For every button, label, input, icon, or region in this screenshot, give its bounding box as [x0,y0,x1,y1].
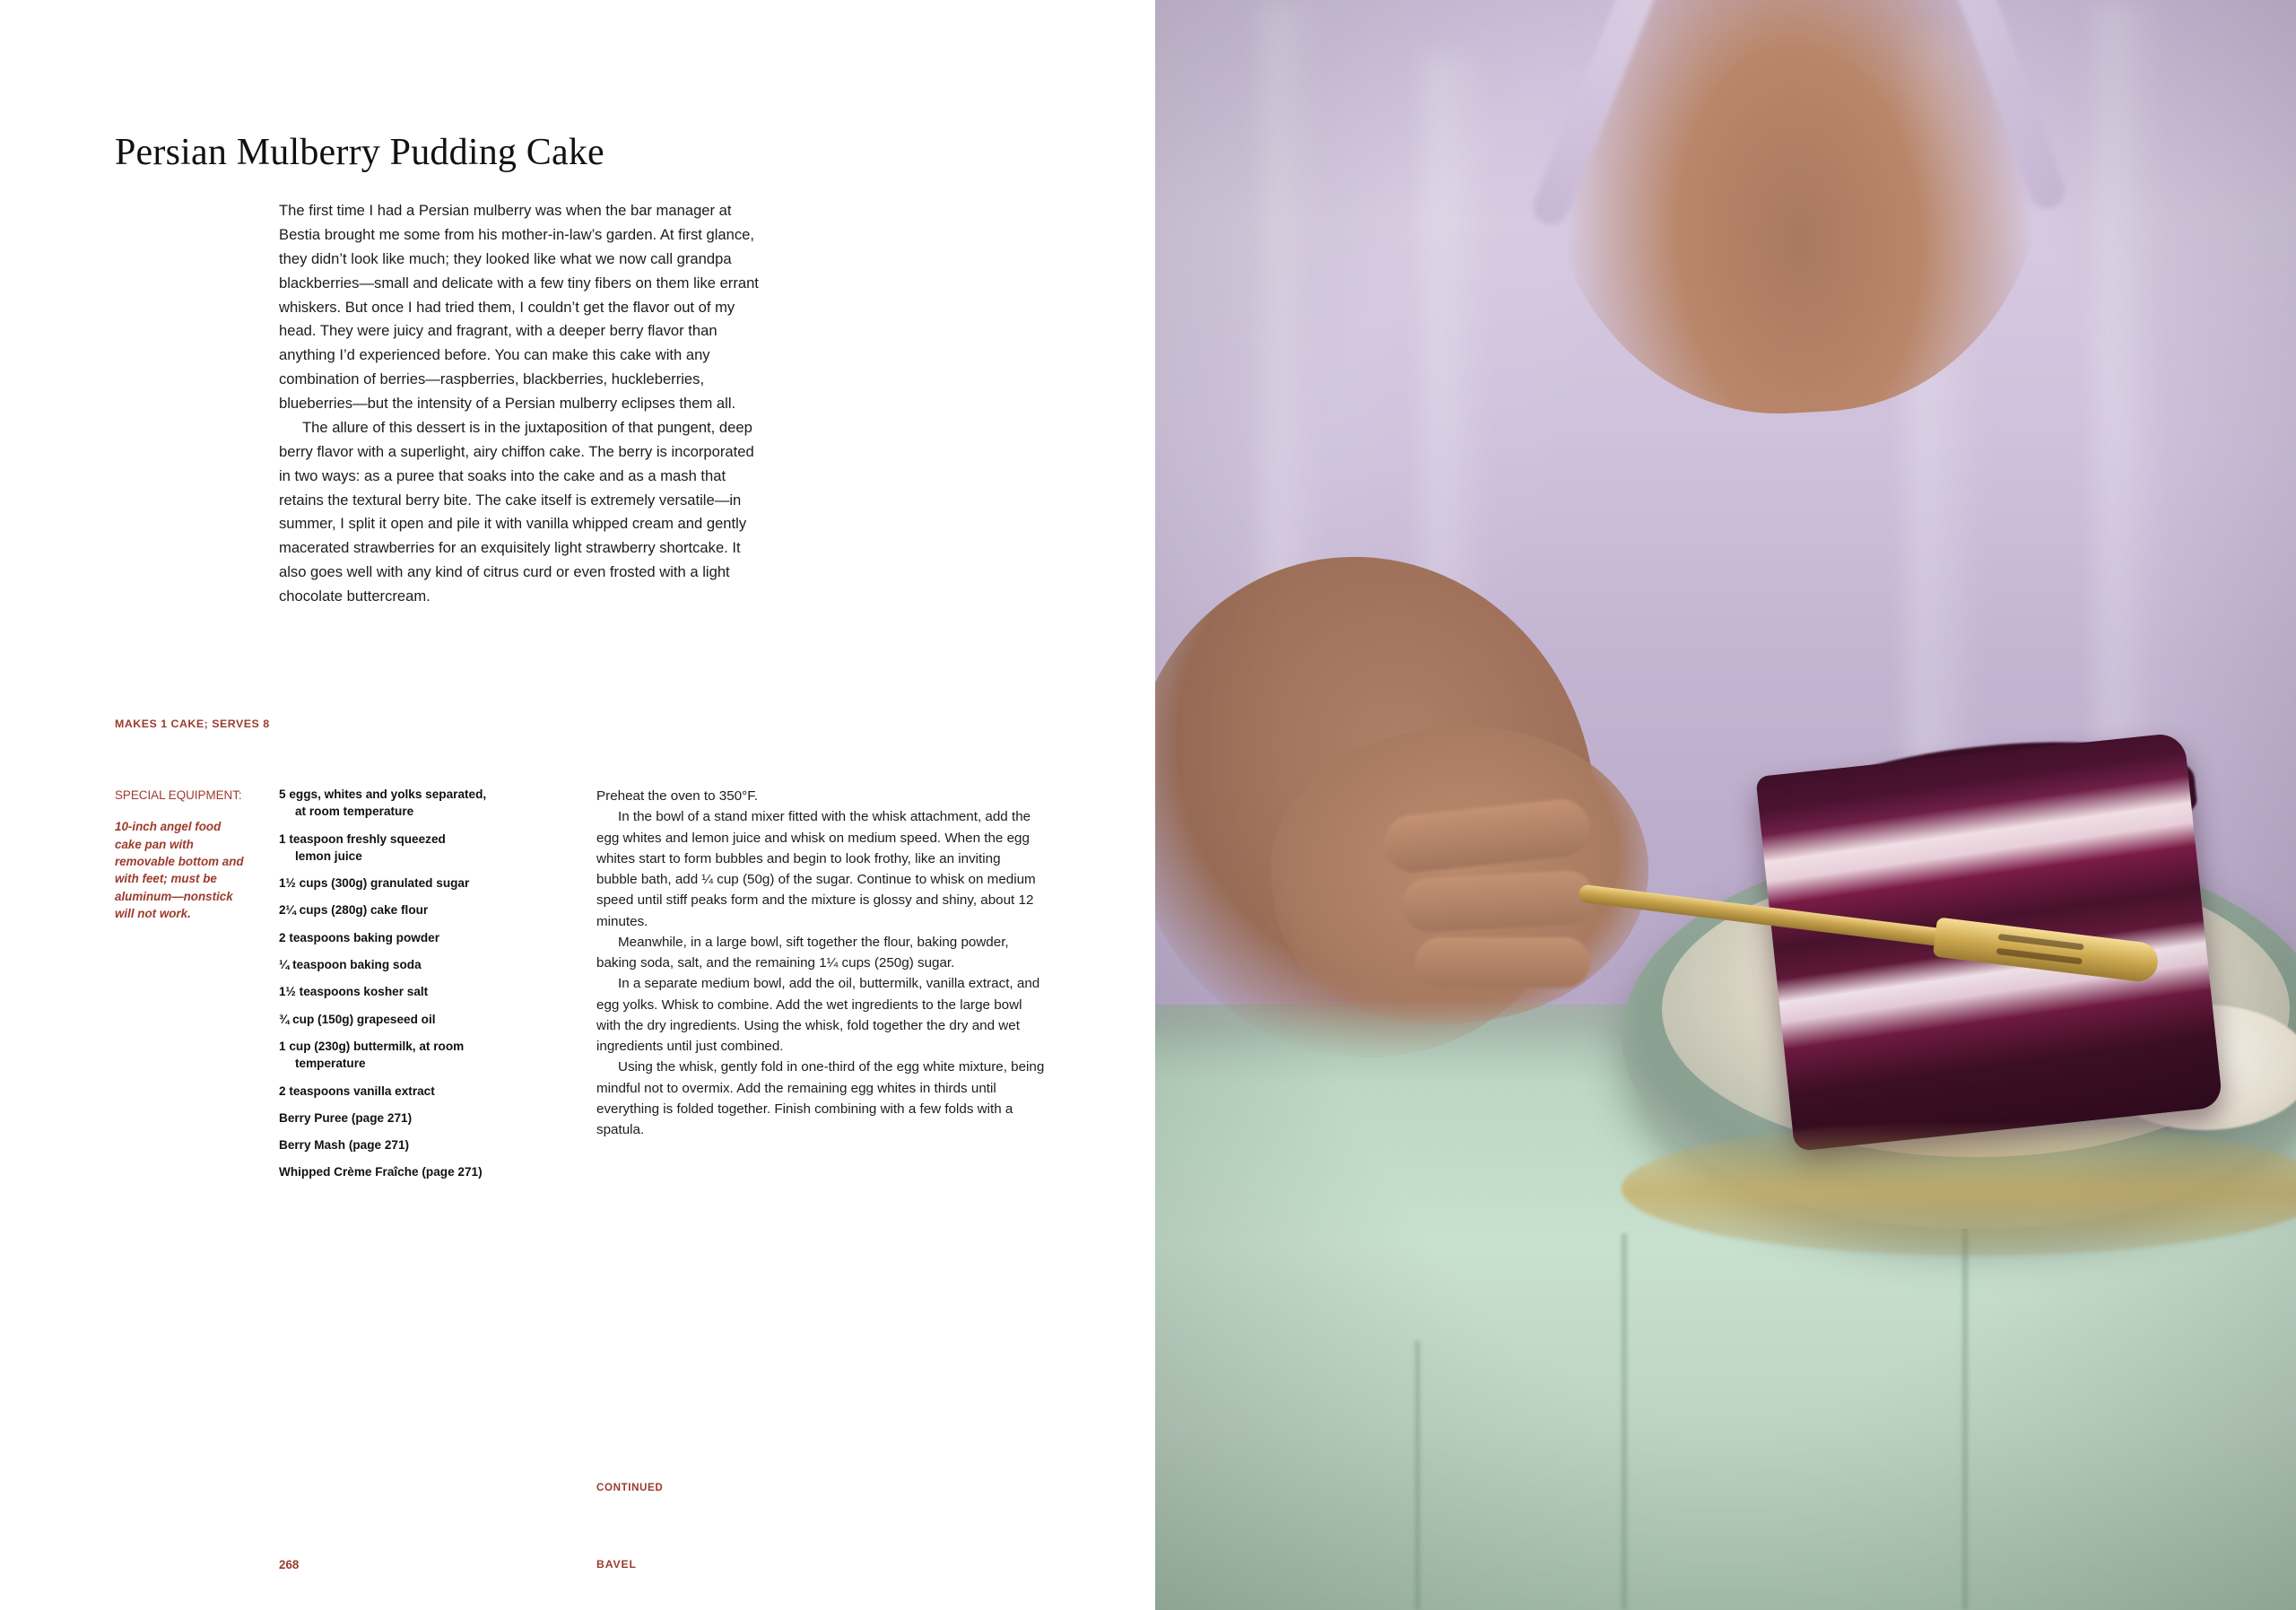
ingredient-text: 2¼ cups (280g) cake flour [279,903,429,918]
list-item [279,786,548,821]
ingredient-text: Berry Mash (page 271) [279,1138,410,1153]
list-item [279,1163,548,1180]
list-item [279,1136,548,1153]
method-paragraph: In a separate medium bowl, add the oil, buttermilk, vanilla extract, and egg yolks. Whisk to combine. Add the wet ingredients to the large bowl with the dry ingredients. Using the whisk, fold together the dry and wet ingredients until just combined. [596,976,1040,1054]
continued-label: CONTINUED [596,1482,664,1493]
folio-book-title: BAVEL [596,1558,637,1571]
special-equipment-block [115,788,249,923]
yield-line: MAKES 1 CAKE; SERVES 8 [115,718,270,730]
list-item [279,956,548,973]
recipe-photo-page [1155,0,2296,1610]
method-paragraph: Using the whisk, gently fold in one-third of the egg white mixture, being mindful not to overmix. Add the remaining egg whites in thirds until everything is folded together. Finish combining with a few folds with a spatula. [596,1059,1045,1137]
ingredient-text: 5 eggs, whites and yolks separated, [279,788,487,801]
method-paragraph: Meanwhile, in a large bowl, sift together the flour, baking powder, baking soda, salt, and the remaining 1¼ cups (250g) sugar. [596,934,1009,970]
list-item [279,983,548,1000]
list-item [279,901,548,918]
pant-seam [1415,1341,1420,1610]
ingredient-text: 1½ teaspoons kosher salt [279,985,429,999]
list-item [279,1110,548,1127]
headnote-paragraph: The first time I had a Persian mulberry was when the bar manager at Bestia brought me some from his mother-in-law’s garden. At first glance, they didn’t look like much; they looked like what we now call grandpa blackberries—small and delicate with a few tiny fibers on them like errant whiskers. But once I had tried them, I couldn’t get the flavor out of my head. They were juicy and fragrant, with a deeper berry flavor than anything I’d experienced before. You can make this cake with any combination of berries—raspberries, blackberries, huckleberries, blueberries—but the intensity of a Persian mulberry eclipses them all. [279,202,759,412]
special-equipment-label: SPECIAL EQUIPMENT: [115,788,242,802]
ingredient-text: 1 teaspoon freshly squeezed [279,831,446,846]
headnote [279,199,768,609]
ingredient-text-cont: lemon juice [295,849,362,863]
ingredient-text: Berry Puree (page 271) [279,1110,413,1125]
ingredient-text-cont: temperature [295,1057,366,1071]
list-item [279,831,548,866]
ingredient-text: 1½ cups (300g) granulated sugar [279,876,470,891]
page-title: Persian Mulberry Pudding Cake [115,132,604,174]
ingredient-text: Whipped Crème Fraîche (page 271) [279,1165,483,1179]
headnote-paragraph: The allure of this dessert is in the juxtaposition of that pungent, deep berry flavor with a superlight, airy chiffon cake. The berry is incorporated in two ways: as a puree that soaks into the cake and as a mash that retains the textural berry bite. The cake itself is extremely versatile—in summer, I split it open and pile it with vanilla whipped cream and gently macerated strawberries for an exquisitely light strawberry shortcake. It also goes well with any kind of citrus curd or even frosted with a light chocolate buttercream. [279,418,754,605]
method-paragraph: Preheat the oven to 350°F. [596,788,759,804]
food-photograph [1155,0,2296,1610]
pant-seam [1622,1233,1627,1610]
method-paragraph: In the bowl of a stand mixer fitted with the whisk attachment, add the egg whites and lemon juice and whisk on medium speed. When the egg whites start to form bubbles and begin to look frothy, like an inviting bubble bath, add ¼ cup (50g) of the sugar. Continue to whisk on medium speed until stiff peaks form and the mixture is glossy and shiny, about 12 minutes. [596,809,1036,929]
folio-page-number: 268 [279,1558,300,1571]
ingredient-text-cont: at room temperature [295,805,414,819]
list-item [279,1083,548,1100]
special-equipment-text: 10-inch angel food cake pan with removable bottom and with feet; must be aluminum—nonstick will not work. [115,820,244,921]
list-item [279,875,548,892]
pant-seam [1962,1197,1968,1610]
finger [1415,937,1590,988]
finger [1401,869,1596,933]
ingredient-text: 2 teaspoons baking powder [279,930,440,944]
ingredient-text: 2 teaspoons vanilla extract [279,1083,435,1098]
ingredient-text: ¼ teaspoon baking soda [279,958,422,972]
list-item [279,1011,548,1028]
ingredient-list [279,786,548,1191]
list-item [279,929,548,946]
bowl-gold-rim [1622,1121,2296,1256]
ingredient-text: ¾ cup (150g) grapeseed oil [279,1012,436,1026]
method-steps [596,786,1045,1140]
list-item [279,1038,548,1073]
ingredient-text: 1 cup (230g) buttermilk, at room [279,1039,465,1053]
blouse-fold [2097,0,2160,807]
